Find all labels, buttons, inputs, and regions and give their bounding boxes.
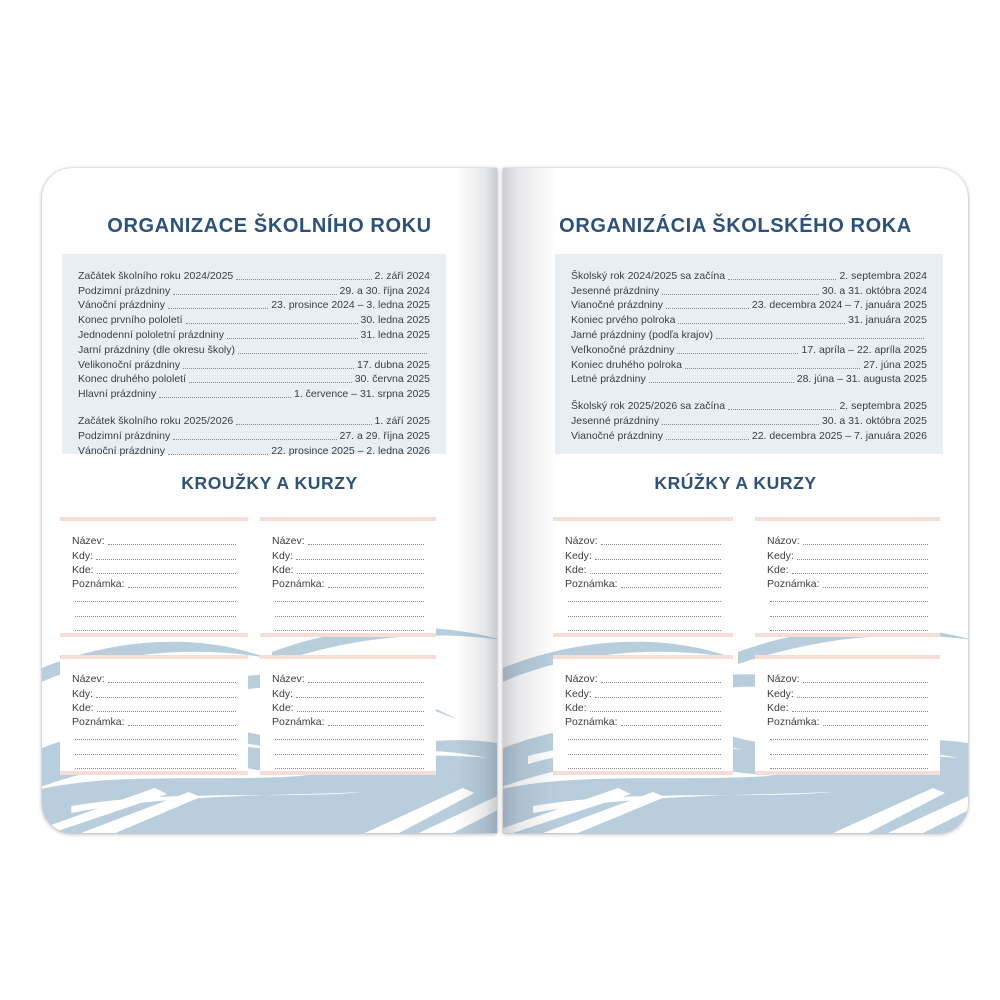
- schedule-row: Vánoční prázdniny 23. prosince 2024 – 3. ledna 2025: [78, 299, 430, 312]
- form-blank-row: [565, 590, 723, 604]
- form-blank-row: [565, 619, 723, 633]
- schedule-row: Školský rok 2024/2025 sa začína 2. septembra 2024: [571, 269, 927, 282]
- form-field-row: Kde:: [272, 562, 426, 576]
- schedule-row: Podzimní prázdniny 27. a 29. října 2025: [78, 429, 430, 442]
- schedule-row: Vánoční prázdniny 22. prosince 2025 – 2. ledna 2026: [78, 444, 430, 457]
- club-form-block: [260, 655, 436, 775]
- club-form-block: [60, 655, 248, 775]
- club-form-block: [553, 517, 733, 637]
- club-form-block: [553, 655, 733, 775]
- schedule-row: Školský rok 2025/2026 sa začína 2. septembra 2025: [571, 400, 927, 413]
- form-field-row: Názov:: [767, 671, 930, 685]
- form-field-row: Názov:: [767, 533, 930, 547]
- form-blank-row: [565, 604, 723, 618]
- schedule-row: Jesenné prázdniny 30. a 31. októbra 2024: [571, 284, 927, 297]
- schedule-list-2024-2025: [78, 267, 430, 400]
- school-year-schedule-box: [62, 254, 446, 457]
- club-form-block: [755, 655, 940, 775]
- form-field-row: Název:: [72, 671, 238, 685]
- clubs-courses-heading: KROUŽKY A KURZY: [181, 473, 358, 493]
- form-field-row: Kdy:: [272, 547, 426, 561]
- form-blank-row: [565, 728, 723, 742]
- form-blank-row: [72, 619, 238, 633]
- form-field-row: Poznámka:: [565, 576, 723, 590]
- form-blank-row: [767, 604, 930, 618]
- form-blank-row: [272, 590, 426, 604]
- page-right-slovak: [503, 168, 968, 833]
- form-field-row: Poznámka:: [767, 576, 930, 590]
- club-form-block: [755, 517, 940, 637]
- schedule-row: Koniec druhého polroka 27. júna 2025: [571, 358, 927, 371]
- schedule-list-2025-2026: [78, 412, 430, 456]
- club-form-block: [260, 517, 436, 637]
- schedule-list-2025-2026: [571, 397, 927, 441]
- schedule-row: Veľkonočné prázdniny 17. apríla – 22. apríla 2025: [571, 343, 927, 356]
- club-form-block: [60, 517, 248, 637]
- form-field-row: Kde:: [565, 700, 723, 714]
- clubs-courses-form-grid: [553, 517, 940, 775]
- form-blank-row: [72, 604, 238, 618]
- form-field-row: Názov:: [565, 533, 723, 547]
- form-blank-row: [72, 590, 238, 604]
- form-field-row: Kedy:: [767, 685, 930, 699]
- form-field-row: Poznámka:: [272, 576, 426, 590]
- form-blank-row: [72, 742, 238, 756]
- clubs-courses-heading: KRÚŽKY A KURZY: [654, 473, 817, 493]
- form-field-row: Poznámka:: [767, 714, 930, 728]
- form-field-row: Poznámka:: [72, 714, 238, 728]
- schedule-row: Konec druhého pololetí 30. června 2025: [78, 373, 430, 386]
- schedule-row: Konec prvního pololetí 30. ledna 2025: [78, 314, 430, 327]
- schedule-row: Vianočné prázdniny 23. decembra 2024 – 7. januára 2025: [571, 299, 927, 312]
- schedule-row: Vianočné prázdniny 22. decembra 2025 – 7. januára 2026: [571, 429, 927, 442]
- form-blank-row: [272, 742, 426, 756]
- form-field-row: Kde:: [72, 562, 238, 576]
- form-field-row: Kedy:: [565, 685, 723, 699]
- form-blank-row: [767, 728, 930, 742]
- form-blank-row: [767, 619, 930, 633]
- form-field-row: Kedy:: [767, 547, 930, 561]
- form-field-row: Název:: [72, 533, 238, 547]
- form-field-row: Kde:: [767, 562, 930, 576]
- schedule-row: Jesenné prázdniny 30. a 31. októbra 2025: [571, 414, 927, 427]
- form-field-row: Název:: [272, 533, 426, 547]
- form-blank-row: [767, 590, 930, 604]
- schedule-row: Jarní prázdniny (dle okresu školy): [78, 341, 430, 356]
- form-field-row: Kdy:: [72, 685, 238, 699]
- page-left-czech: [42, 168, 497, 833]
- schedule-row: Podzimní prázdniny 29. a 30. října 2024: [78, 284, 430, 297]
- schedule-row: Začátek školního roku 2024/2025 2. září 2024: [78, 269, 430, 282]
- form-blank-row: [272, 728, 426, 742]
- form-blank-row: [272, 619, 426, 633]
- schedule-row: Začátek školního roku 2025/2026 1. září 2025: [78, 414, 430, 427]
- form-blank-row: [72, 728, 238, 742]
- form-field-row: Kdy:: [72, 547, 238, 561]
- schedule-row: Jednodenní pololetní prázdniny 31. ledna 2025: [78, 328, 430, 341]
- schedule-row: Letné prázdniny 28. júna – 31. augusta 2025: [571, 373, 927, 386]
- form-blank-row: [767, 757, 930, 771]
- form-field-row: Poznámka:: [272, 714, 426, 728]
- school-year-schedule-box: [555, 254, 943, 454]
- schedule-row: Hlavní prázdniny 1. července – 31. srpna 2025: [78, 388, 430, 401]
- form-field-row: Kedy:: [565, 547, 723, 561]
- form-field-row: Poznámka:: [565, 714, 723, 728]
- form-field-row: Poznámka:: [72, 576, 238, 590]
- form-blank-row: [272, 604, 426, 618]
- schedule-row: Velikonoční prázdniny 17. dubna 2025: [78, 358, 430, 371]
- form-field-row: Kde:: [565, 562, 723, 576]
- open-book: [42, 168, 968, 833]
- form-blank-row: [767, 742, 930, 756]
- form-field-row: Kde:: [767, 700, 930, 714]
- form-blank-row: [72, 757, 238, 771]
- form-blank-row: [272, 757, 426, 771]
- page-title: ORGANIZÁCIA ŠKOLSKÉHO ROKA: [559, 215, 912, 237]
- form-field-row: Název:: [272, 671, 426, 685]
- form-field-row: Kde:: [72, 700, 238, 714]
- page-title: ORGANIZACE ŠKOLNÍHO ROKU: [107, 215, 432, 237]
- form-blank-row: [565, 742, 723, 756]
- form-field-row: Kde:: [272, 700, 426, 714]
- clubs-courses-form-grid: [60, 517, 436, 775]
- schedule-row: Koniec prvého polroka 31. januára 2025: [571, 314, 927, 327]
- schedule-row: Jarné prázdniny (podľa krajov): [571, 326, 927, 341]
- form-field-row: Názov:: [565, 671, 723, 685]
- form-blank-row: [565, 757, 723, 771]
- schedule-list-2024-2025: [571, 267, 927, 385]
- form-field-row: Kdy:: [272, 685, 426, 699]
